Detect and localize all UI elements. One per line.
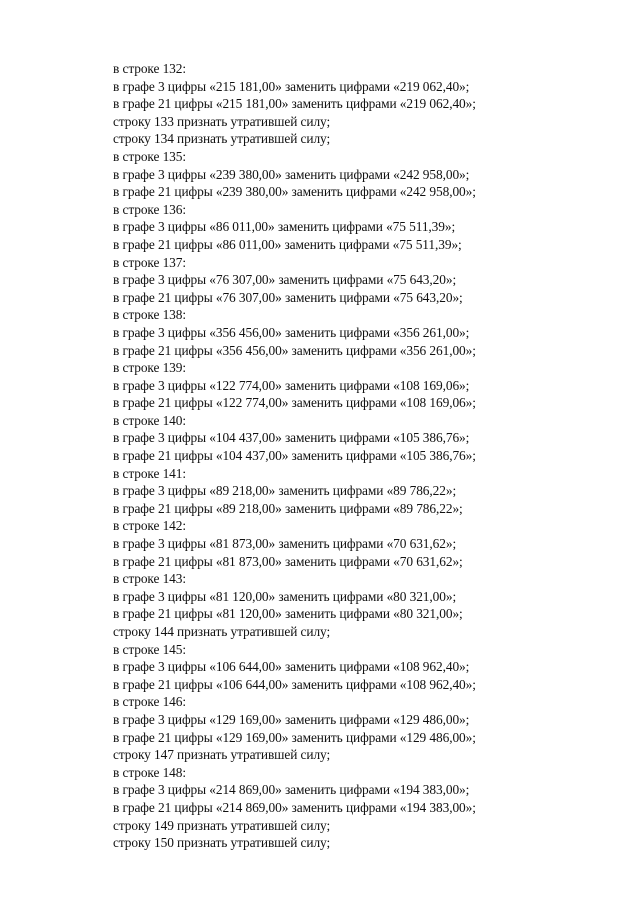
document-line: в строке 141: [113,465,186,481]
document-line: в строке 136: [113,201,186,217]
document-line: в строке 142: [113,518,186,534]
document-line: строку 144 признать утратившей силу; [113,624,331,639]
document-line: в графе 3 цифры «81 873,00» заменить цифрами «70 631,62»; [113,536,457,552]
document-line: в графе 3 цифры «214 869,00» заменить цифрами «194 383,00»; [113,782,470,798]
document-line: в графе 21 цифры «86 011,00» заменить цифрами «75 511,39»; [113,236,462,252]
document-line: в графе 3 цифры «122 774,00» заменить цифрами «108 169,06»; [113,377,470,393]
document-line: в строке 148: [113,764,186,780]
document-line: в графе 21 цифры «81 873,00» заменить цифрами «70 631,62»; [113,553,463,569]
document-line: в строке 145: [113,641,186,657]
document-body [113,60,613,852]
document-line: в строке 139: [113,360,186,376]
document-line: строку 149 признать утратившей силу; [113,817,331,833]
document-line: в строке 137: [113,254,186,270]
document-line: в строке 140: [113,412,186,428]
document-line: в графе 21 цифры «214 869,00» заменить цифрами «194 383,00»; [113,799,476,815]
document-line: в графе 21 цифры «76 307,00» заменить цифрами «75 643,20»; [113,289,463,305]
document-line: в графе 21 цифры «81 120,00» заменить цифрами «80 321,00»; [113,606,463,622]
document-line: в строке 143: [113,571,186,587]
document-line: строку 147 признать утратившей силу; [113,747,331,763]
document-line: в графе 3 цифры «86 011,00» заменить цифрами «75 511,39»; [113,219,456,235]
document-line: в строке 132: [113,61,186,76]
document-line: в графе 21 цифры «239 380,00» заменить цифрами «242 958,00»; [113,184,476,200]
document-line: в графе 3 цифры «239 380,00» заменить цифрами «242 958,00»; [113,166,470,182]
document-line: в строке 138: [113,307,186,323]
document-line: в графе 21 цифры «89 218,00» заменить цифрами «89 786,22»; [113,500,463,516]
document-line: в графе 3 цифры «106 644,00» заменить цифрами «108 962,40»; [113,659,470,675]
document-line: в строке 146: [113,694,186,710]
document-line: в графе 21 цифры «215 181,00» заменить цифрами «219 062,40»; [113,96,476,112]
document-line: строку 134 признать утратившей силу; [113,131,331,147]
document-line: в графе 3 цифры «81 120,00» заменить цифрами «80 321,00»; [113,588,457,604]
document-line: в графе 3 цифры «76 307,00» заменить цифрами «75 643,20»; [113,272,457,288]
document-line: в графе 21 цифры «122 774,00» заменить цифрами «108 169,06»; [113,395,476,411]
document-line: в графе 3 цифры «129 169,00» заменить цифрами «129 486,00»; [113,711,470,727]
document-line: в строке 135: [113,148,186,164]
document-line: в графе 21 цифры «356 456,00» заменить цифрами «356 261,00»; [113,342,476,358]
document-line: строку 150 признать утратившей силу; [113,835,331,851]
document-line: в графе 3 цифры «356 456,00» заменить цифрами «356 261,00»; [113,324,470,340]
document-line: в графе 3 цифры «104 437,00» заменить цифрами «105 386,76»; [113,430,470,446]
document-line: в графе 3 цифры «89 218,00» заменить цифрами «89 786,22»; [113,483,457,499]
document-line: в графе 3 цифры «215 181,00» заменить цифрами «219 062,40»; [113,78,470,94]
document-line: в графе 21 цифры «106 644,00» заменить цифрами «108 962,40»; [113,676,476,692]
document-line: в графе 21 цифры «129 169,00» заменить цифрами «129 486,00»; [113,729,476,745]
document-line: строку 133 признать утратившей силу; [113,113,331,129]
document-line: в графе 21 цифры «104 437,00» заменить цифрами «105 386,76»; [113,448,476,464]
